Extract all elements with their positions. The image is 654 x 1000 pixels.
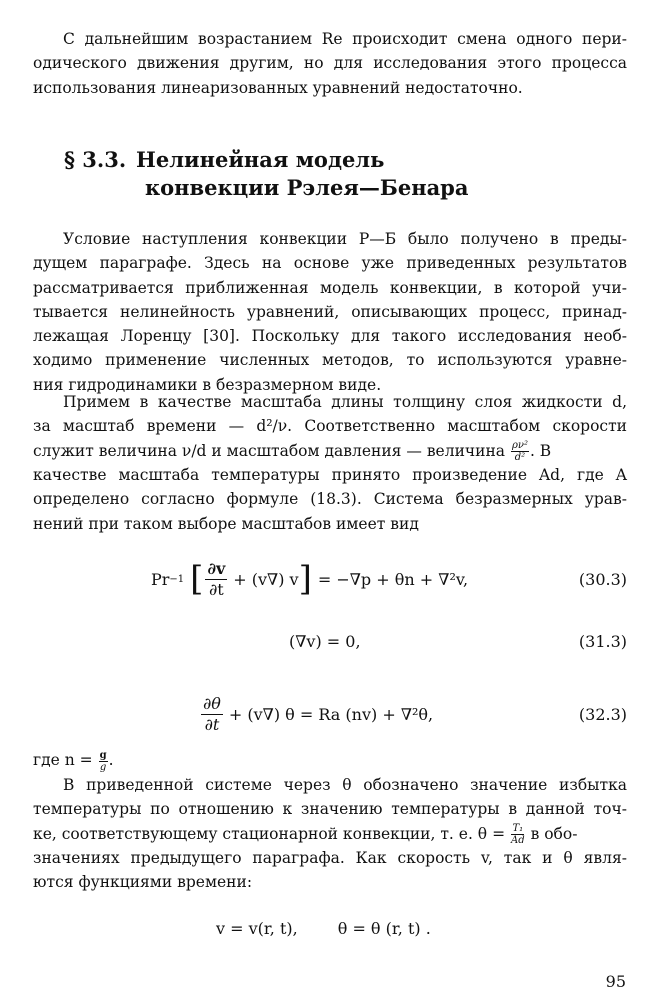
eq30-right-bracket: ]	[298, 559, 312, 599]
equation-30-3	[33, 555, 627, 603]
section-number: § 3.3.	[64, 147, 127, 172]
where-suffix: .	[108, 751, 114, 769]
eq30-exp: −1	[169, 573, 185, 585]
p2-line-4: качестве масштаба температуры принято произведение Ad, где A	[33, 466, 627, 485]
final-eq-part1: v = v(r, t),	[216, 918, 298, 938]
p2-line-3b: . В	[529, 441, 552, 460]
pressure-frac-num: ρν²	[511, 440, 528, 452]
theta-frac-num: T₁	[512, 823, 524, 835]
p2-line-3a: служит величина ν/d и масштабом давления — величина	[33, 441, 506, 460]
eq30-body	[151, 555, 468, 603]
where-prefix: где n =	[33, 751, 93, 769]
intro-paragraph	[33, 27, 627, 100]
eq32-body	[199, 690, 433, 738]
eq32-frac-den: ∂t	[204, 714, 220, 734]
page-number: 95	[605, 972, 626, 991]
p2-line-5: определено согласно формуле (18.3). Система безразмерных урав-	[33, 490, 627, 509]
final-eq-part2: θ = θ (r, t) .	[337, 918, 431, 938]
eq30-frac-den: ∂t	[209, 579, 224, 599]
where-line	[33, 748, 627, 773]
p1-line-2: дущем параграфе. Здесь на основе уже приведенных результатов	[33, 254, 627, 273]
final-eq-body	[216, 904, 431, 952]
theta-fraction	[511, 823, 525, 846]
pressure-scale-fraction	[511, 440, 529, 463]
p3-line-2: температуры по отношению к значению температуры в данной точ-	[33, 800, 627, 819]
p3-line-4: значениях предыдущего параграфа. Как скорость v, так и θ явля-	[33, 849, 627, 868]
p3-line-3a: ке, соответствующему стационарной конвекции, т. е. θ =	[33, 824, 506, 843]
p2-line-1: Примем в качестве масштаба длины толщину слоя жидкости d,	[63, 393, 627, 411]
eq30-number: (30.3)	[578, 569, 627, 589]
intro-line-2: одического движения другим, но для исследования этого процесса	[33, 54, 627, 73]
p3-line-3	[33, 822, 627, 847]
equation-31-3	[33, 617, 627, 665]
p1-line-3: рассматривается приближенная модель конвекции, в которой учи-	[33, 278, 627, 297]
where-frac-den: g	[99, 761, 107, 773]
where-frac-num: g	[99, 749, 107, 761]
theta-frac-den: Ad	[511, 835, 525, 847]
intro-line-1: С дальнейшим возрастанием Re происходит смена одного пери-	[63, 30, 627, 48]
eq30-frac-num: ∂v	[207, 558, 226, 578]
intro-line-3: использования линеаризованных уравнений недостаточно.	[33, 78, 523, 97]
p2-line-2: за масштаб времени — d²/ν. Соответственно масштабом скорости	[33, 417, 627, 436]
pressure-frac-den: d²	[514, 452, 526, 464]
final-equation	[33, 904, 627, 952]
section-title-line2: конвекции Рэлея—Бенара	[145, 175, 469, 200]
p1-line-7: ния гидродинамики в безразмерном виде.	[33, 375, 382, 394]
eq31-body: (∇v) = 0,	[289, 631, 361, 651]
eq30-pr: Pr	[151, 569, 170, 589]
p1-line-5: лежащая Лоренцу [30]. Поскольку для такого исследования необ-	[33, 327, 627, 346]
equation-32-3	[33, 690, 627, 738]
where-fraction	[99, 750, 108, 773]
p1-line-1: Условие наступления конвекции Р—Б было получено в преды-	[63, 230, 627, 248]
eq32-rest: + (v∇) θ = Ra (nv) + ∇²θ,	[228, 704, 434, 724]
section-heading	[64, 146, 584, 202]
p1-line-6: ходимо применение численных методов, то используются уравне-	[33, 351, 627, 370]
eq30-rhs: = −∇p + θn + ∇²v,	[317, 569, 469, 589]
eq32-number: (32.3)	[578, 704, 627, 724]
eq31-number: (31.3)	[578, 631, 627, 651]
p3-line-3b: в обо-	[530, 824, 578, 843]
eq30-left-bracket: [	[190, 559, 204, 599]
eq30-fraction	[205, 559, 227, 600]
eq32-frac-num: ∂θ	[203, 693, 221, 713]
paragraph-2	[33, 390, 627, 536]
p1-line-4: тывается нелинейность уравнений, описывающих процесс, принад-	[33, 302, 627, 321]
eq32-fraction	[201, 694, 223, 735]
section-title-line1: Нелинейная модель	[136, 147, 385, 172]
p2-line-3	[33, 439, 627, 464]
eq30-lhs-rest: + (v∇) v	[233, 569, 299, 589]
paragraph-1	[33, 227, 627, 397]
p3-line-5: ются функциями времени:	[33, 873, 253, 892]
p3-line-1: В приведенной системе через θ обозначено значение избытка	[63, 776, 627, 794]
paragraph-3	[33, 773, 627, 895]
p2-line-6: нений при таком выборе масштабов имеет вид	[33, 514, 419, 533]
